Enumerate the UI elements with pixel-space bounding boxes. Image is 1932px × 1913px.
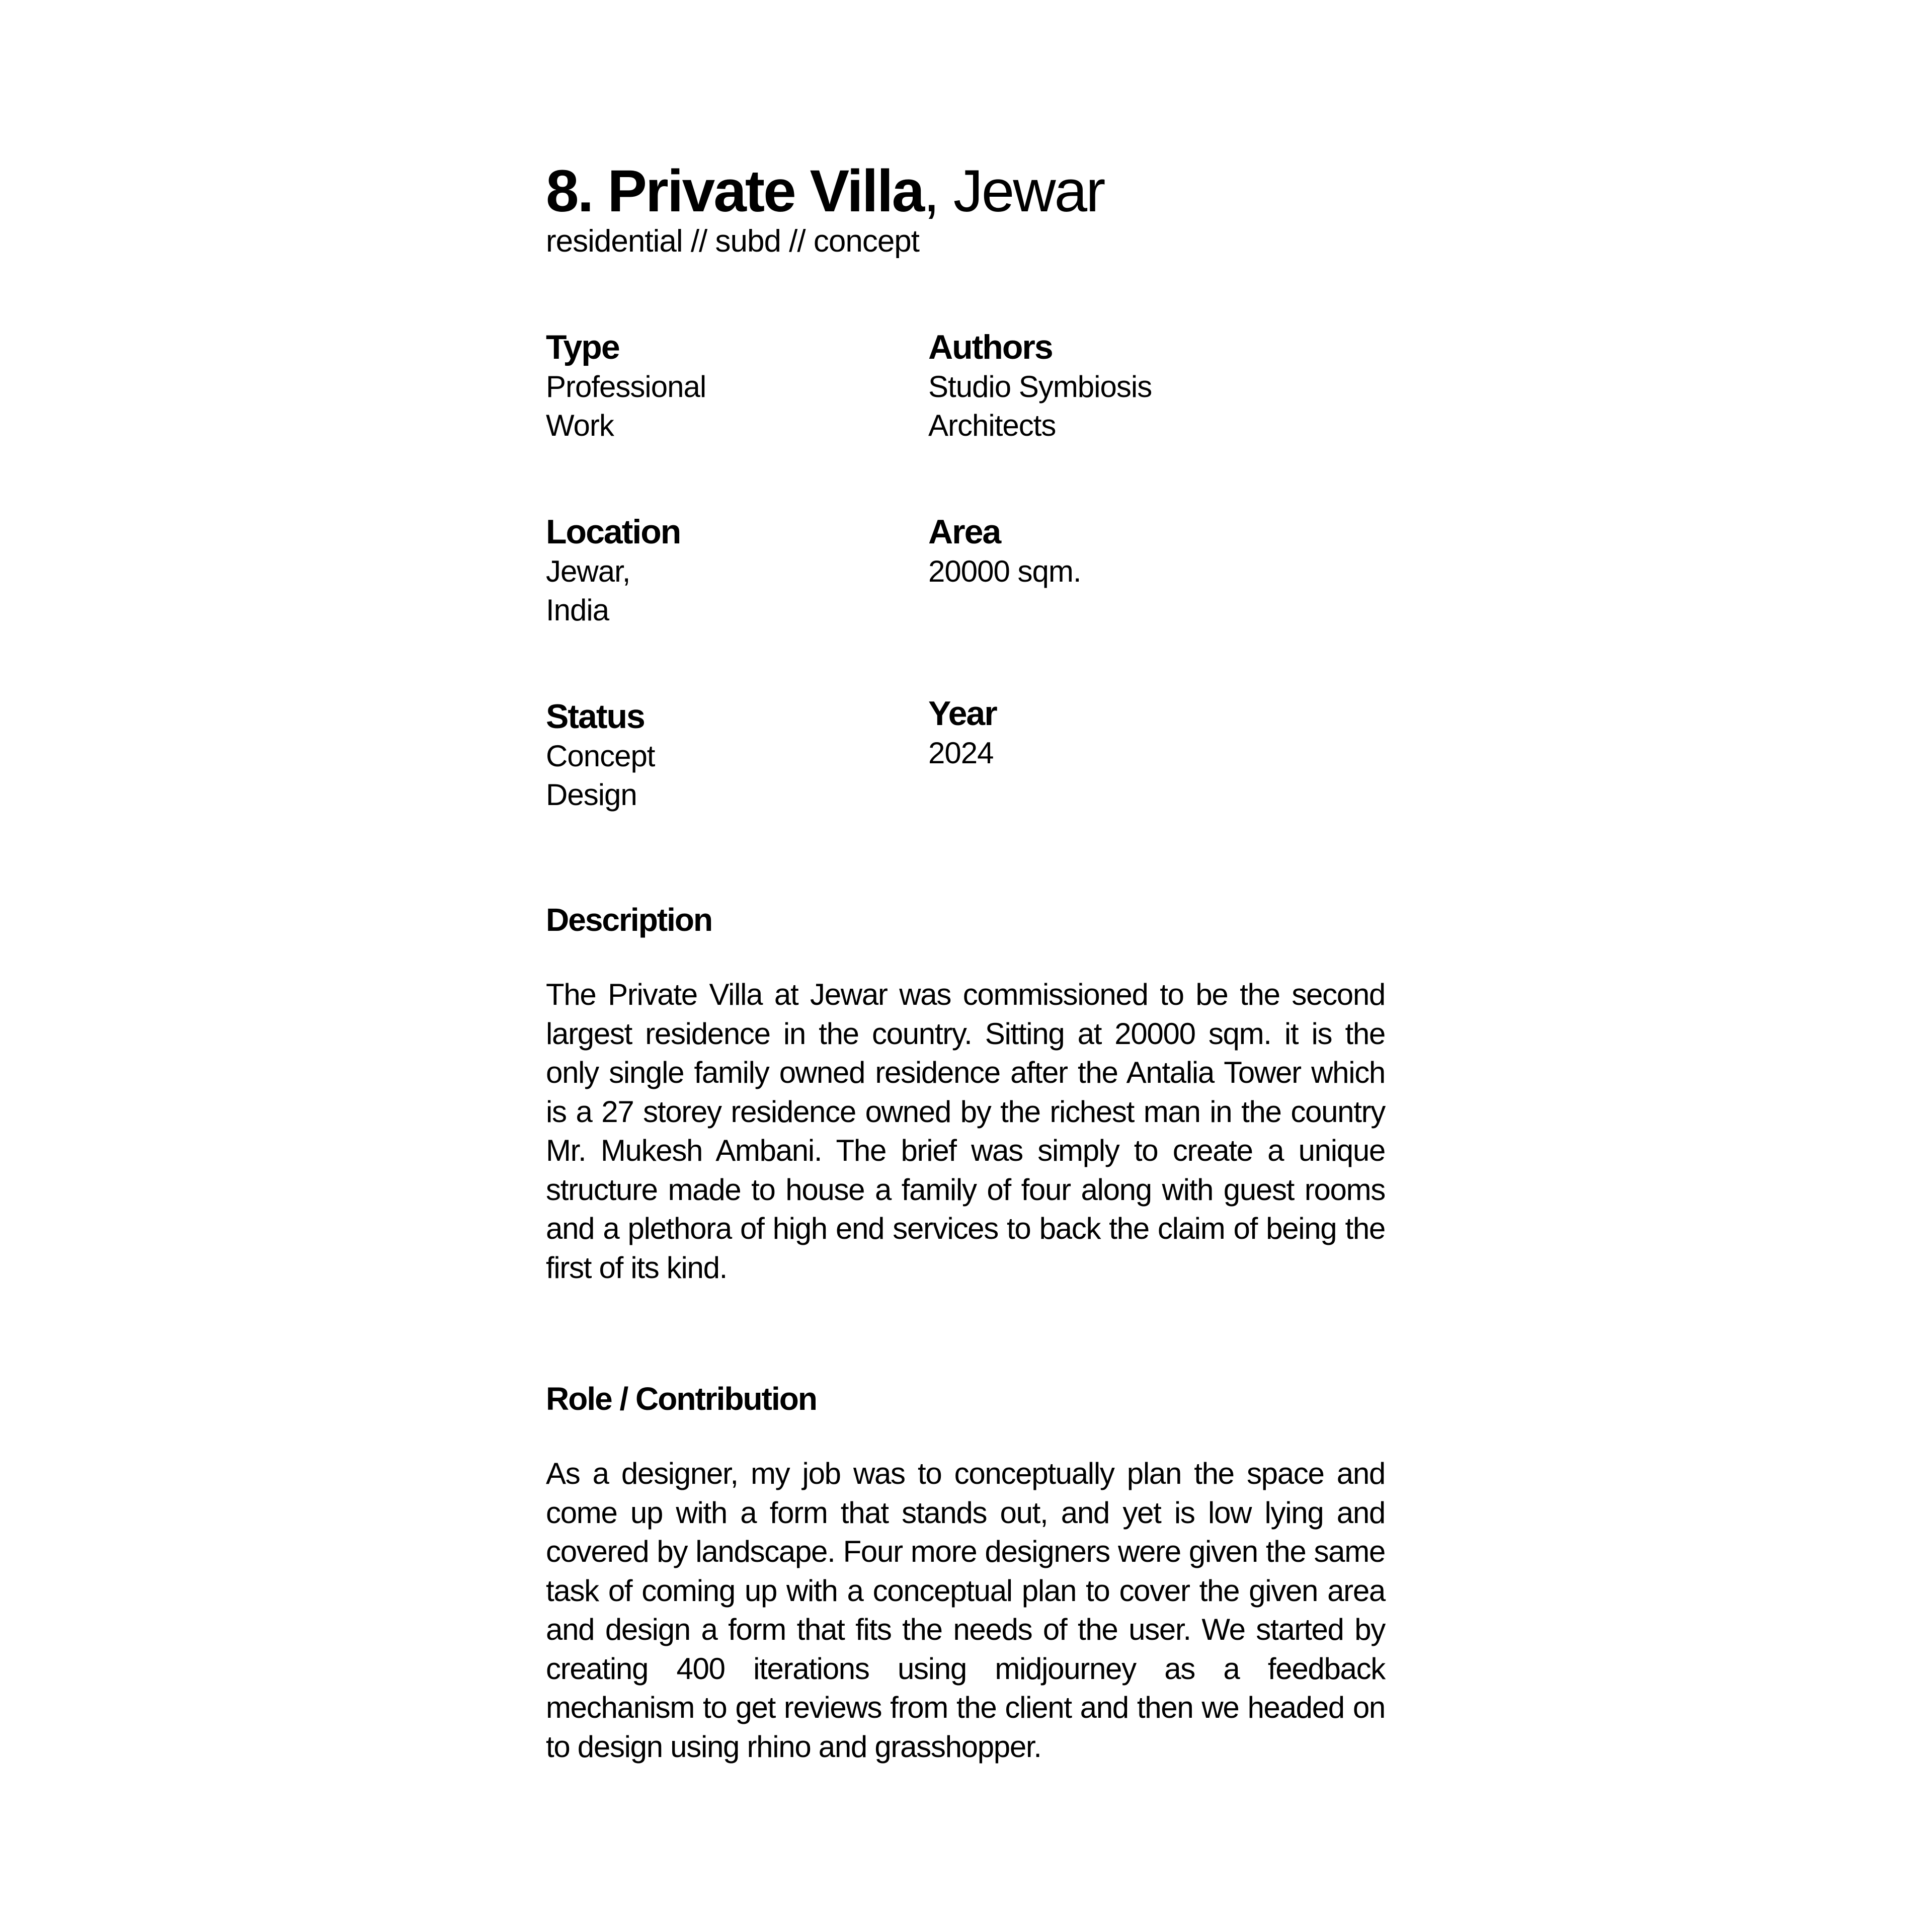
project-name: 8. Private Villa (546, 158, 924, 224)
role-heading: Role / Contribution (546, 1381, 817, 1417)
info-type (546, 327, 898, 445)
info-area-value-line: 20000 sqm. (928, 554, 1081, 588)
info-status (546, 696, 898, 814)
project-sheet (546, 0, 1389, 1913)
info-type-value-line: Professional (546, 370, 706, 404)
info-status-label: Status (546, 697, 645, 736)
info-authors (928, 327, 1280, 445)
info-year (928, 693, 1280, 772)
info-authors-value-line: Studio Symbiosis (928, 370, 1152, 404)
info-area-label: Area (928, 513, 1001, 551)
info-year-value-line: 2024 (928, 736, 994, 770)
info-location-label: Location (546, 513, 681, 551)
description-body: The Private Villa at Jewar was commissioned to be the second largest residence in the country. Sitting at 20000 sqm. it is the only single family owned residence after the Antalia Tower which is a 27 storey residence owned by the richest man in the country Mr. Mukesh Ambani. The brief was simply to create a unique structure made to house a family of four along with guest rooms and a plethora of high end services to back the claim of being the first of its kind. (546, 978, 1385, 1285)
info-authors-label: Authors (928, 328, 1053, 366)
info-status-value-line: Design (546, 778, 637, 812)
info-location-value-line: Jewar, (546, 554, 630, 588)
info-location (546, 512, 898, 629)
description-heading: Description (546, 902, 712, 938)
info-year-label: Year (928, 694, 997, 733)
info-authors-value-line: Architects (928, 409, 1056, 442)
info-type-value-line: Work (546, 409, 614, 442)
page-title (546, 151, 1104, 231)
info-type-label: Type (546, 328, 619, 366)
role-body: As a designer, my job was to conceptually plan the space and come up with a form that stands out, and yet is low lying and covered by landscape. Four more designers were given the same task of coming up with a conceptual plan to cover the given area and design a form that fits the needs of the user. We started by creating 400 iterations using midjourney as a feedback mechanism to get reviews from the client and then we headed on to design using rhino and grasshopper. (546, 1457, 1385, 1764)
info-status-value-line: Concept (546, 739, 655, 773)
info-location-value-line: India (546, 593, 609, 627)
project-location-suffix: , Jewar (923, 158, 1104, 224)
project-tags: residential // subd // concept (546, 224, 920, 259)
info-area (928, 512, 1280, 591)
